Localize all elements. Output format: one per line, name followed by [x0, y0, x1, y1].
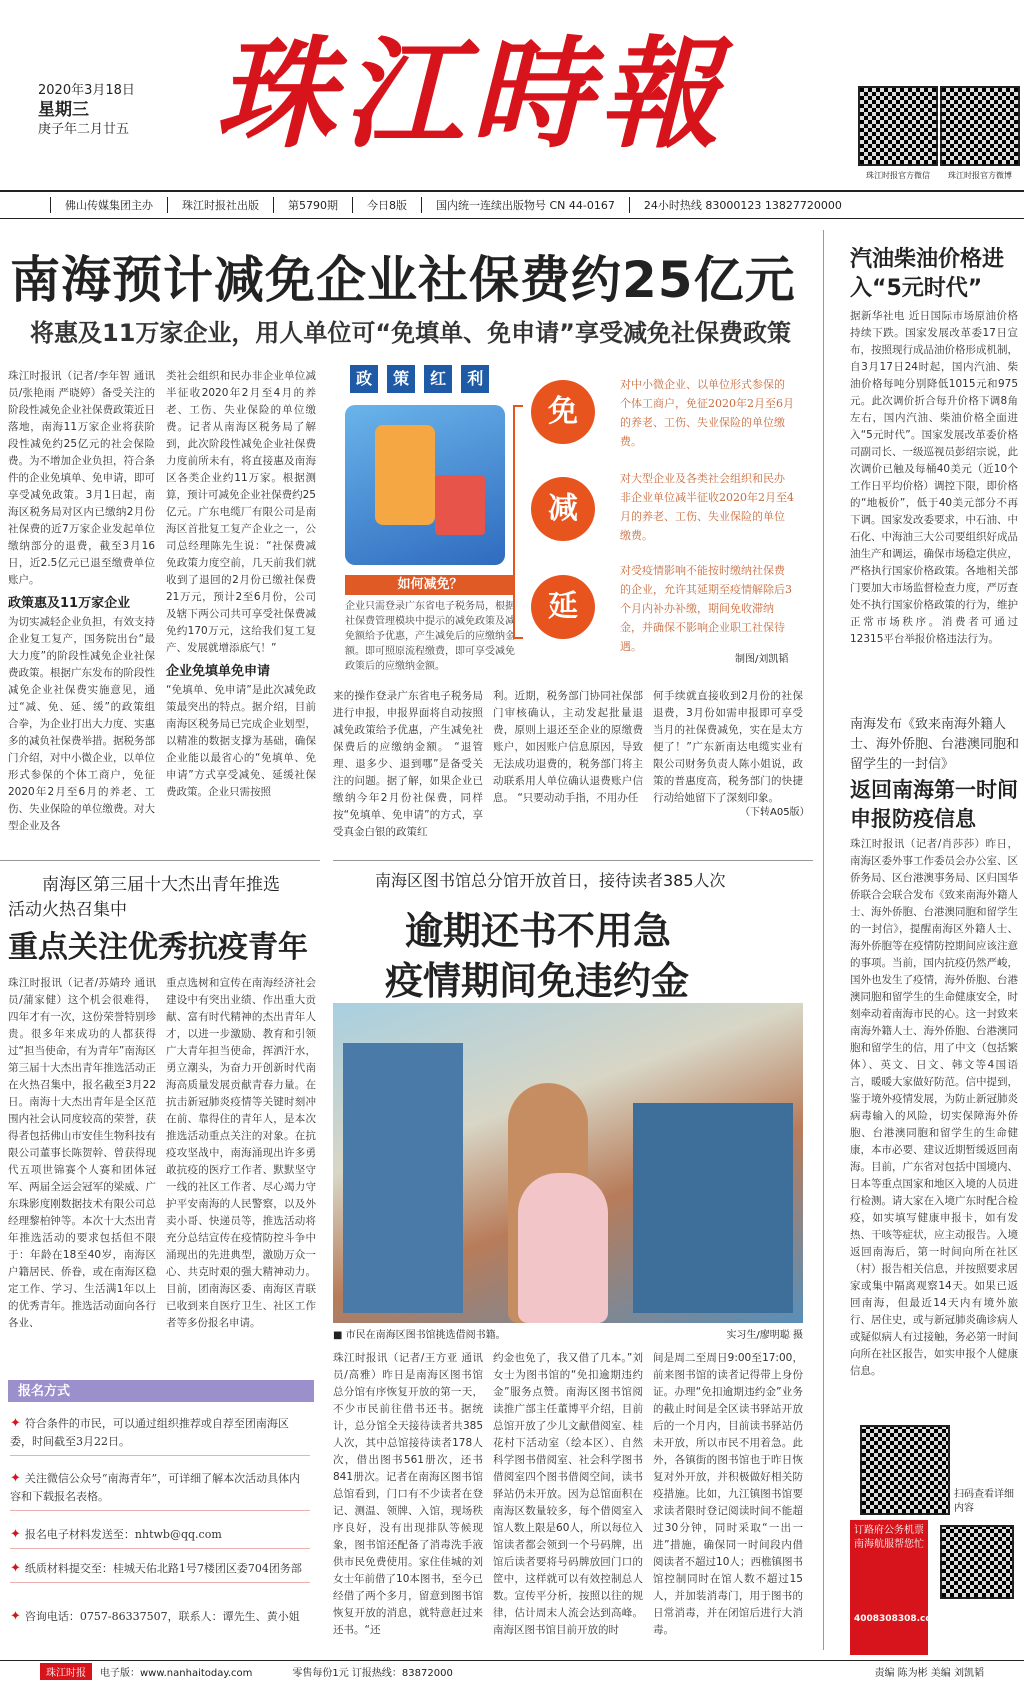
page-footer [0, 1660, 1024, 1682]
lead-col1-subhead: 政策惠及11万家企业 [8, 596, 131, 611]
footer-site[interactable]: 电子版：www.nanhaitoday.com [100, 1668, 253, 1679]
info-pages: 今日8版 [353, 197, 422, 213]
lead-column-3 [333, 688, 483, 838]
overseas-qr[interactable] [860, 1425, 950, 1515]
policy-infographic [345, 365, 820, 672]
masthead-date-block [38, 82, 135, 138]
lead-col2-subhead: 企业免填单免申请 [166, 664, 271, 679]
youth-column-1: 珠江时报讯（记者/苏婧玲 通讯员/蒲家健）这个机会很难得，四年才有一次，这份荣誉特别珍贵。很多年来成功的人都获得过“担当使命，有为青年”南海区第三届十大杰出青年推选活动正在火热召集中，报名截至3月22日。南海十大杰出青年是全区范围内社会认同度较高的荣誉，获得者包括佛山市安佳生物科技有限公司董事长陈贺幹、曾获得现代五项世锦赛个人赛和团体冠军、两届全运会冠军的梁威、广东珠影度刚数据技术有限公司总经理黎柏钟等。本次十大杰出青年推选活动的要求包括但不限于：年龄在18至40岁，南海区户籍居民、侨眷，或在南海区稳定工作、学习、生活满1年以上的优秀青年。推选活动面向各行各业、 [8, 977, 156, 1329]
overseas-body: 珠江时报讯（记者/肖莎莎）昨日，南海区委外事工作委员会办公室、区侨务局、区台港澳事务局、区归国华侨联合会联合发布《致来南海外籍人士、海外侨胞、台港澳同胞和留学生的一封信》，提醒南海区外籍人士、海外侨胞等在疫情防控期间应该注意的事项。当前，国内抗疫仍然严峻，国外也发生了疫情，海外侨胞、台港澳同胞和留学生的生命健康安全，时刻牵动着南海市民的心。这一封致来南海外籍人士、海外侨胞、台港澳同胞和留学生的信，用了中文（包括繁体）、英文、日文、韩文等4国语言，暖暖大家做好防范。信中提到，鉴于境外疫情发展，为防止新冠肺炎病毒输入的风险，切实保障海外侨胞、台港澳同胞和留学生的生命健康，本市必要、建议近期暂缓返回南海。目前，广东省对包括中国境内、日本等重点国家和地区入境的人员进行检测。请大家在入境广东时配合检疫，如实填写健康申报卡，如有发热、干咳等症状，应主动报告。入境返回南海后，第一时间向所在社区（村）报告相关信息，并按照要求居家或集中隔离观察14天。如果已返回南海，但最近14天内有境外旅行、居住史，或与新冠肺炎确诊病人或疑似病人有过接触，务必第一时间向所在社区报告，如实申报个人健康信息。 [850, 838, 1018, 1377]
tag-li: 利 [461, 365, 489, 393]
tag-hong: 红 [424, 365, 452, 393]
section-divider [333, 860, 813, 861]
star-icon: ✦ [10, 1527, 21, 1542]
youth-kicker1: 南海区第三届十大杰出青年推选 [42, 875, 280, 895]
signup-item-text: 关注微信公众号“南海青年”，可详细了解本次活动具体内容和下载报名表格。 [10, 1472, 301, 1503]
signup-item-text: 咨询电话：0757-86337507，联系人：谭先生、黄小姐 [24, 1610, 300, 1623]
infographic-caption: 企业只需登录广东省电子税务局，根据社保费管理模块中提示的减免政策及减免额给予优惠，产生减免后的应缴纳金额。即可照原流程缴费，即可享受减免政策后的应缴纳金额。 [345, 601, 515, 672]
bracket-line [513, 405, 523, 639]
lead-col4-text: 利。近期，税务部门协同社保部门审核确认，主动发起批量退费，原则上退还至企业的原缴费账户，如因账户信息原因，导致无法成功退费的，税务部门将主动联系用人单位确认退费账户信息。 [493, 690, 643, 804]
section-divider [0, 860, 320, 861]
star-icon: ✦ [10, 1471, 21, 1486]
footer-price: 零售每份1元 订报热线：83872000 [292, 1668, 453, 1679]
youth-kicker2: 活动火热召集中 [8, 900, 127, 920]
yan-circle: 延 [531, 575, 595, 639]
footer-editors: 责编 陈为彬 美编 刘凯韬 [874, 1668, 984, 1679]
ad-qr-code-icon[interactable] [940, 1525, 1014, 1599]
issue-date: 2020年3月18日 [38, 83, 135, 98]
overseas-kicker: 南海发布《致来南海外籍人士、海外侨胞、台港澳同胞和留学生的一封信》 [850, 717, 1020, 772]
lead-continue-note[interactable]: （下转A05版） [740, 807, 810, 818]
library-headline-2[interactable]: 疫情期间免违约金 [385, 959, 690, 1003]
library-column-1: 珠江时报讯（记者/王方亚 通讯员/高雅）昨日是南海区图书馆总分馆有序恢复开放的第一天，不少市民前往借书还书。据统计，总分馆全天接待读者共385人次，其中总馆接待读者178人次，借出图书561册次，还书841册次。记者在南海区图书馆总馆看到，门口有不少读者在登记、测温、领牌、入馆，现场秩序良好，没有出现排队等候现象，图书馆还配备了消毒洗手液供市民免费使用。家住佳城的刘女士年前借了10本图书，至今已经借了两个多月，留意到图书馆恢复开放的消息，就特意赶过来还书。“还 [333, 1352, 483, 1636]
lead-column-4 [493, 688, 643, 819]
footer-brand: 珠江时报 [40, 1663, 92, 1680]
overseas-qr-label: 扫码查看详细内容 [954, 1489, 1014, 1514]
qr-code-icon [858, 86, 938, 166]
signup-item-text: 纸质材料提交至：桂城天佑北路1号7楼团区委704团务部 [24, 1562, 302, 1575]
column-divider [823, 230, 824, 1650]
library-photo [333, 1003, 803, 1323]
library-column-2: 约金也免了，我又借了几本。”刘女士为图书馆的“免扣逾期违约金”服务点赞。南海区图书馆阅读推广部主任董博平介绍，目前总馆开放了少儿文献借阅室、桂花村下活动室（绘本区）、自然科学图书借阅室、社会科学图书借阅室四个图书借阅空间，读书驿站仍未开放。因为总馆面积在南海区数量较多，每个借阅室入馆人数上限是60人，所以每位入馆读者都会领到一个号码牌，出馆后读者要将号码牌放回门口的筐中，这样就可以有效控制总人数。宣传平分析，按照以往的规律，估计周末人流会达到高峰。南海区图书馆目前开放的时 [493, 1352, 643, 1636]
infographic-tags [350, 365, 493, 393]
info-group: 佛山传媒集团主办 [50, 197, 168, 213]
lead-column-1 [8, 368, 155, 832]
photo-caption-text: 市民在南海区图书馆挑选借阅书籍。 [345, 1330, 506, 1341]
card-icon [435, 475, 485, 535]
issue-lunar-date: 庚子年二月廿五 [38, 122, 130, 137]
lead-col5-text: 何手续就直接收到2月份的社保退费，3月份如需申报即可享受当月的社保费减免，实在是太方便了！”广东新南达电缆实业有限公司财务负责人陈小姐说，政策的普惠度高，税务部门的快捷行动给她留下了深刻印象。 [653, 690, 803, 804]
newspaper-logo: 珠江時報 [215, 24, 727, 165]
qr-wechat[interactable] [858, 86, 943, 181]
library-headline-1[interactable]: 逾期还书不用急 [405, 909, 672, 953]
signup-item [10, 1608, 310, 1630]
lead-col2b-text: “免填单、免申请”是此次减免政策最突出的特点。据介绍，目前南海区税务局已完成企业划型，以精准的数据支撑为基础，确保企业能以最省心的“免填单、免申请”方式享受减免、延缓社保费政策。企业只需按照 [166, 684, 316, 798]
lead-col1-text: 珠江时报讯（记者/李年智 通讯员/张艳雨 严晓婷）备受关注的阶段性减免企业社保费政策近日落地，南海11万家企业将获阶段性减免约25亿元的社会保险费。为不增加企业负担，符合条件的企业免填单、免申请，即可享受减免政策。3月1日起，南海区税务局对区内已缴纳2月份社保费的近7万家企业发起单位缴纳部分的退费，截至3月16日，近2.5亿元已退至缴费单位账户。 [8, 370, 155, 586]
info-issue: 第5790期 [274, 197, 353, 213]
youth-column-2: 重点选树和宣传在南海经济社会建设中有突出业绩、作出重大贡献、富有时代精神的杰出青年人才，以进一步激励、教育和引领广大青年担当使命，挥洒汗水，勇立潮头，为奋力开创新时代南海高质量发展贡献青春力量。在抗击新冠肺炎疫情等关键时刻冲在前、靠得住的青年人，是本次推选活动重点关注的对象。在抗疫攻坚战中，南海涌现出许多勇敢抗疫的医疗工作者、默默坚守一线的社区工作者、尽心竭力守护平安南海的人民警察，以及外卖小哥、快递员等，推选活动将充分总结宣传在疫情防控斗争中涌现出的先进典型，激励万众一心、共克时艰的强大精神动力。目前，团南海区委、南海区青联已收到来自医疗卫生、社区工作者等多份报名申请。 [166, 977, 316, 1329]
issue-weekday: 星期三 [38, 100, 89, 120]
info-cn: 国内统一连续出版物号 CN 44-0167 [422, 197, 630, 213]
lead-headline[interactable]: 南海预计减免企业社保费约25亿元 [10, 251, 796, 309]
signup-item [10, 1560, 310, 1583]
jian-circle: 减 [531, 477, 595, 541]
ad-line1: 订路府公务机票 [854, 1525, 924, 1536]
lead-col3-text: 来的操作登录广东省电子税务局进行申报，申报界面将自动按照减免政策给予优惠，产生减免社保费后的应缴纳金额。 [333, 690, 483, 753]
photo-credit: 实习生/廖明聪 摄 [726, 1330, 803, 1341]
jian-text: 对大型企业及各类社会组织和民办非企业单位减半征收2020年2月至4月的养老、工伤、失业保险的单位缴费。 [620, 472, 794, 542]
bookshelf-left [343, 1043, 463, 1313]
infographic-caption-title: 如何减免？ [345, 575, 515, 595]
star-icon: ✦ [10, 1609, 21, 1624]
photo-caption-row [333, 1326, 803, 1341]
lead-column-2 [166, 368, 316, 819]
ad-line2: 南海航服帮您忙 [854, 1539, 924, 1550]
mian-circle: 免 [531, 380, 595, 444]
youth-headline[interactable]: 重点关注优秀抗疫青年 [8, 930, 308, 965]
star-icon: ✦ [10, 1561, 21, 1576]
tag-ce: 策 [387, 365, 415, 393]
lead-subhead: 将惠及11万家企业，用人单位可“免填单、免申请”享受减免社保费政策 [30, 319, 791, 347]
info-publisher: 珠江时报社出版 [168, 197, 274, 213]
info-hotline: 24小时热线 83000123 13827720000 [643, 199, 842, 212]
overseas-headline[interactable]: 返回南海第一时间申报防疫信息 [850, 778, 1018, 831]
signup-item-text: 报名电子材料发送至：nhtwb@qq.com [24, 1528, 222, 1541]
qr-weibo[interactable] [940, 86, 1025, 181]
signup-title-bar [8, 1380, 314, 1402]
qr-weibo-label: 珠江时报官方微博 [948, 171, 1012, 180]
library-kicker: 南海区图书馆总分馆开放首日，接待读者385人次 [375, 871, 726, 890]
phone-icon [375, 425, 435, 525]
lead-column-5 [653, 688, 803, 804]
oil-headline[interactable]: 汽油柴油价格进入“5元时代” [850, 247, 1005, 301]
signup-item [10, 1470, 310, 1511]
signup-item [10, 1415, 310, 1456]
ad-phone: 4008308308.com [854, 1614, 941, 1624]
tag-zheng: 政 [350, 365, 378, 393]
masthead-info-bar [0, 190, 1024, 219]
infographic-illustration [345, 405, 505, 565]
mian-text: 对中小微企业、以单位形式参保的个体工商户，免征2020年2月至6月的养老、工伤、失业保险的单位缴费。 [620, 378, 794, 448]
yan-text: 对受疫情影响不能按时缴纳社保费的企业，允许其延期至疫情解除后3个月内补办补缴，期间免收滞纳金，并确保不影响企业职工社保待遇。 [620, 564, 792, 653]
signup-item[interactable] [10, 1526, 310, 1549]
travel-ad[interactable] [850, 1520, 941, 1655]
qr-code-icon [860, 1425, 950, 1515]
lead-col4b-text: “只要动动手指，不用办任 [517, 792, 639, 804]
library-column-3: 间是周二至周日9:00至17:00，前来图书馆的读者记得带上身份证。办理“免扣逾期违约金”业务的截止时间是全区读书驿站开放后的一个月内，目前读书驿站仍未开放，所以市民不用着急。此外，各镇街的图书馆也于昨日恢复对外开放，并积极做好相关防疫措施。比如，九江镇图书馆要求读者限时登记阅读时间不能超过30分钟，同时采取“一出一进”措施，确保同一时间段内借阅读者不超过10人；西樵镇图书馆控制同时在馆人数不超过15人，并加装消毒门，用于图书的日常消毒，并在闭馆后进行大消毒。 [653, 1352, 803, 1636]
oil-body: 据新华社电 近日国际市场原油价格持续下跌。国家发展改革委17日宣布，按照现行成品油价格形成机制，自3月17日24时起，国内汽油、柴油价格每吨分别降低1015元和975元。此次调价折合每升价格下调8角左右，国内汽油、柴油价格全面进入“5元时代”。国家发展改革委价格司副司长、一级巡视员彭绍宗说，此次调价已触及每桶40美元（近10个工作日平均价格）调控下限，即价格的“地板价”，低于40美元部分不再下调。国家发改委要求，中石油、中石化、中海油三大公司要组织好成品油生产和调运，确保市场稳定供应，严格执行国家价格政策。各地相关部门要加大市场监督检查力度，严厉查处不执行国家价格政策的行为，维护正常市场秩序。消费者可通过12315平台举报价格违法行为。 [850, 310, 1018, 645]
signup-box [0, 1380, 320, 1650]
star-icon: ✦ [10, 1416, 21, 1431]
qr-code-icon [940, 86, 1020, 166]
lead-col1b-text: 为切实减轻企业负担，有效支持企业复工复产，国务院出台“最大力度”的阶段性减免企业社保费政策。根据广东发布的阶段性减免企业社保费实施意见，通过“减、免、延、缓”的政策组合拳，为企业打出大力度、实惠多的减负社保费举措。据税务部门介绍，对中小微企业，以单位形式参保的个体工商户，免征2020年2月至6月的养老、工伤、失业保险的单位缴费。对大型企业及各 [8, 616, 155, 832]
signup-item-text: 符合条件的市民，可以通过组织推荐或自荐至团南海区委，时间截至3月22日。 [10, 1417, 289, 1448]
photo-caption: ■ 市民在南海区图书馆挑选借阅书籍。 [333, 1330, 506, 1341]
lead-col2-text: 类社会组织和民办非企业单位减半征收2020年2月至4月的养老、工伤、失业保险的单位缴费。记者从南海区税务局了解到，此次阶段性减免企业社保费力度前所未有，将直接惠及南海区各类企业约11万家。根据测算，预计可减免企业社保费约25亿元。广东电缆厂有限公司是南海区首批复工复产企业之一，公司总经理陈先生说：“社保费减免政策力度空前，几天前我们就收到了退回的2月份已缴社保费21万元，预计2至6月份，公司及辖下两公司共可享受社保费减免约170万元，这给我们复工复产、发展就增添底气！” [166, 370, 316, 654]
child-figure [518, 1173, 608, 1323]
bookshelf-right [633, 1103, 793, 1313]
lead-col3b-text: “退管理、退多少、退到哪”是备受关注的问题。据了解，如果企业已缴纳今年2月份社保费，同样按“免填单、免申请”的方式，享受真金白银的政策红 [333, 741, 483, 838]
infographic-credit: 制图/刘凯韬 [735, 654, 789, 665]
signup-title: 报名方式 [18, 1384, 71, 1399]
qr-wechat-label: 珠江时报官方微信 [866, 171, 930, 180]
